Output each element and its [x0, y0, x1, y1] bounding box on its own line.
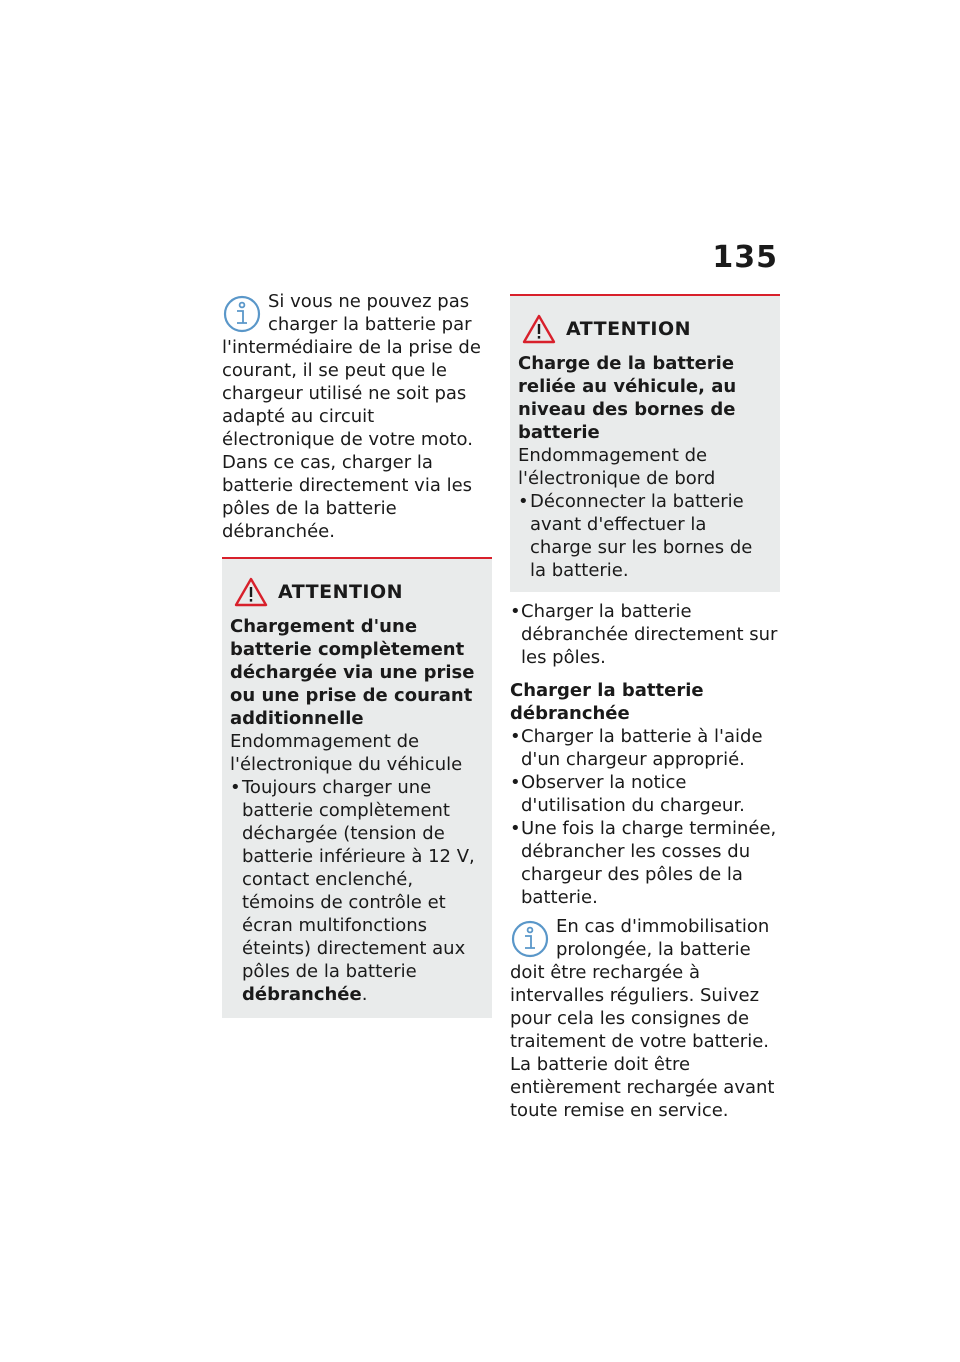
warning-header [522, 314, 772, 344]
step-list [510, 725, 780, 909]
right-column [510, 294, 780, 1122]
warning-consequence: Endommagement de l'électronique de bord [518, 445, 716, 489]
info-note-text: En cas d'immobilisation prolongée, la batterie doit être rechargée à intervalles réguliers. Suivez pour cela les consignes de traitement de votre batterie. La batterie doit être entièrement rechargée avant toute remise en service. [510, 916, 775, 1121]
list-item: • Déconnecter la batterie avant d'effectuer la charge sur les bornes de la batterie. [518, 490, 772, 582]
list-item: • Charger la batterie à l'aide d'un chargeur approprié. [510, 725, 780, 771]
list-item: • Toujours charger une batterie complètement déchargée (tension de batterie inférieure à 12 V, contact enclenché, témoins de contrôle et écran multifonctions éteints) directement aux pôles de la batterie débranchée. [230, 776, 484, 1006]
info-icon [222, 294, 262, 334]
warning-list [518, 490, 772, 582]
section-title: Charger la batterie débranchée [510, 680, 704, 724]
warning-triangle-icon [234, 577, 268, 607]
info-icon [510, 919, 550, 959]
info-note-text: Si vous ne pouvez pas charger la batterie par l'intermédiaire de la prise de courant, il se peut que le chargeur utilisé ne soit pas adapté au circuit électronique de votre moto. Dans ce cas, charger la batterie directement via les pôles de la batterie débranchée. [222, 291, 481, 542]
left-column [222, 290, 492, 1018]
info-note [222, 290, 492, 543]
warning-subtitle: Charge de la batterie reliée au véhicule, au niveau des bornes de batterie [518, 353, 737, 443]
warning-box [222, 557, 492, 1018]
list-item: • Observer la notice d'utilisation du chargeur. [510, 771, 780, 817]
list-item: • Une fois la charge terminée, débrancher les cosses du chargeur des pôles de la batterie. [510, 817, 780, 909]
warning-title: ATTENTION [566, 318, 692, 340]
warning-header [234, 577, 484, 607]
warning-subtitle: Chargement d'une batterie complètement déchargée via une prise ou une prise de courant additionnelle [230, 616, 475, 729]
warning-box [510, 294, 780, 592]
warning-title: ATTENTION [278, 581, 404, 603]
list-item: • Charger la batterie débranchée directement sur les pôles. [510, 600, 780, 669]
step-list [510, 600, 780, 669]
warning-list [230, 776, 484, 1006]
warning-triangle-icon [522, 314, 556, 344]
page-number: 135 [712, 240, 778, 275]
info-note [510, 915, 780, 1122]
warning-consequence: Endommagement de l'électronique du véhicule [230, 731, 463, 775]
